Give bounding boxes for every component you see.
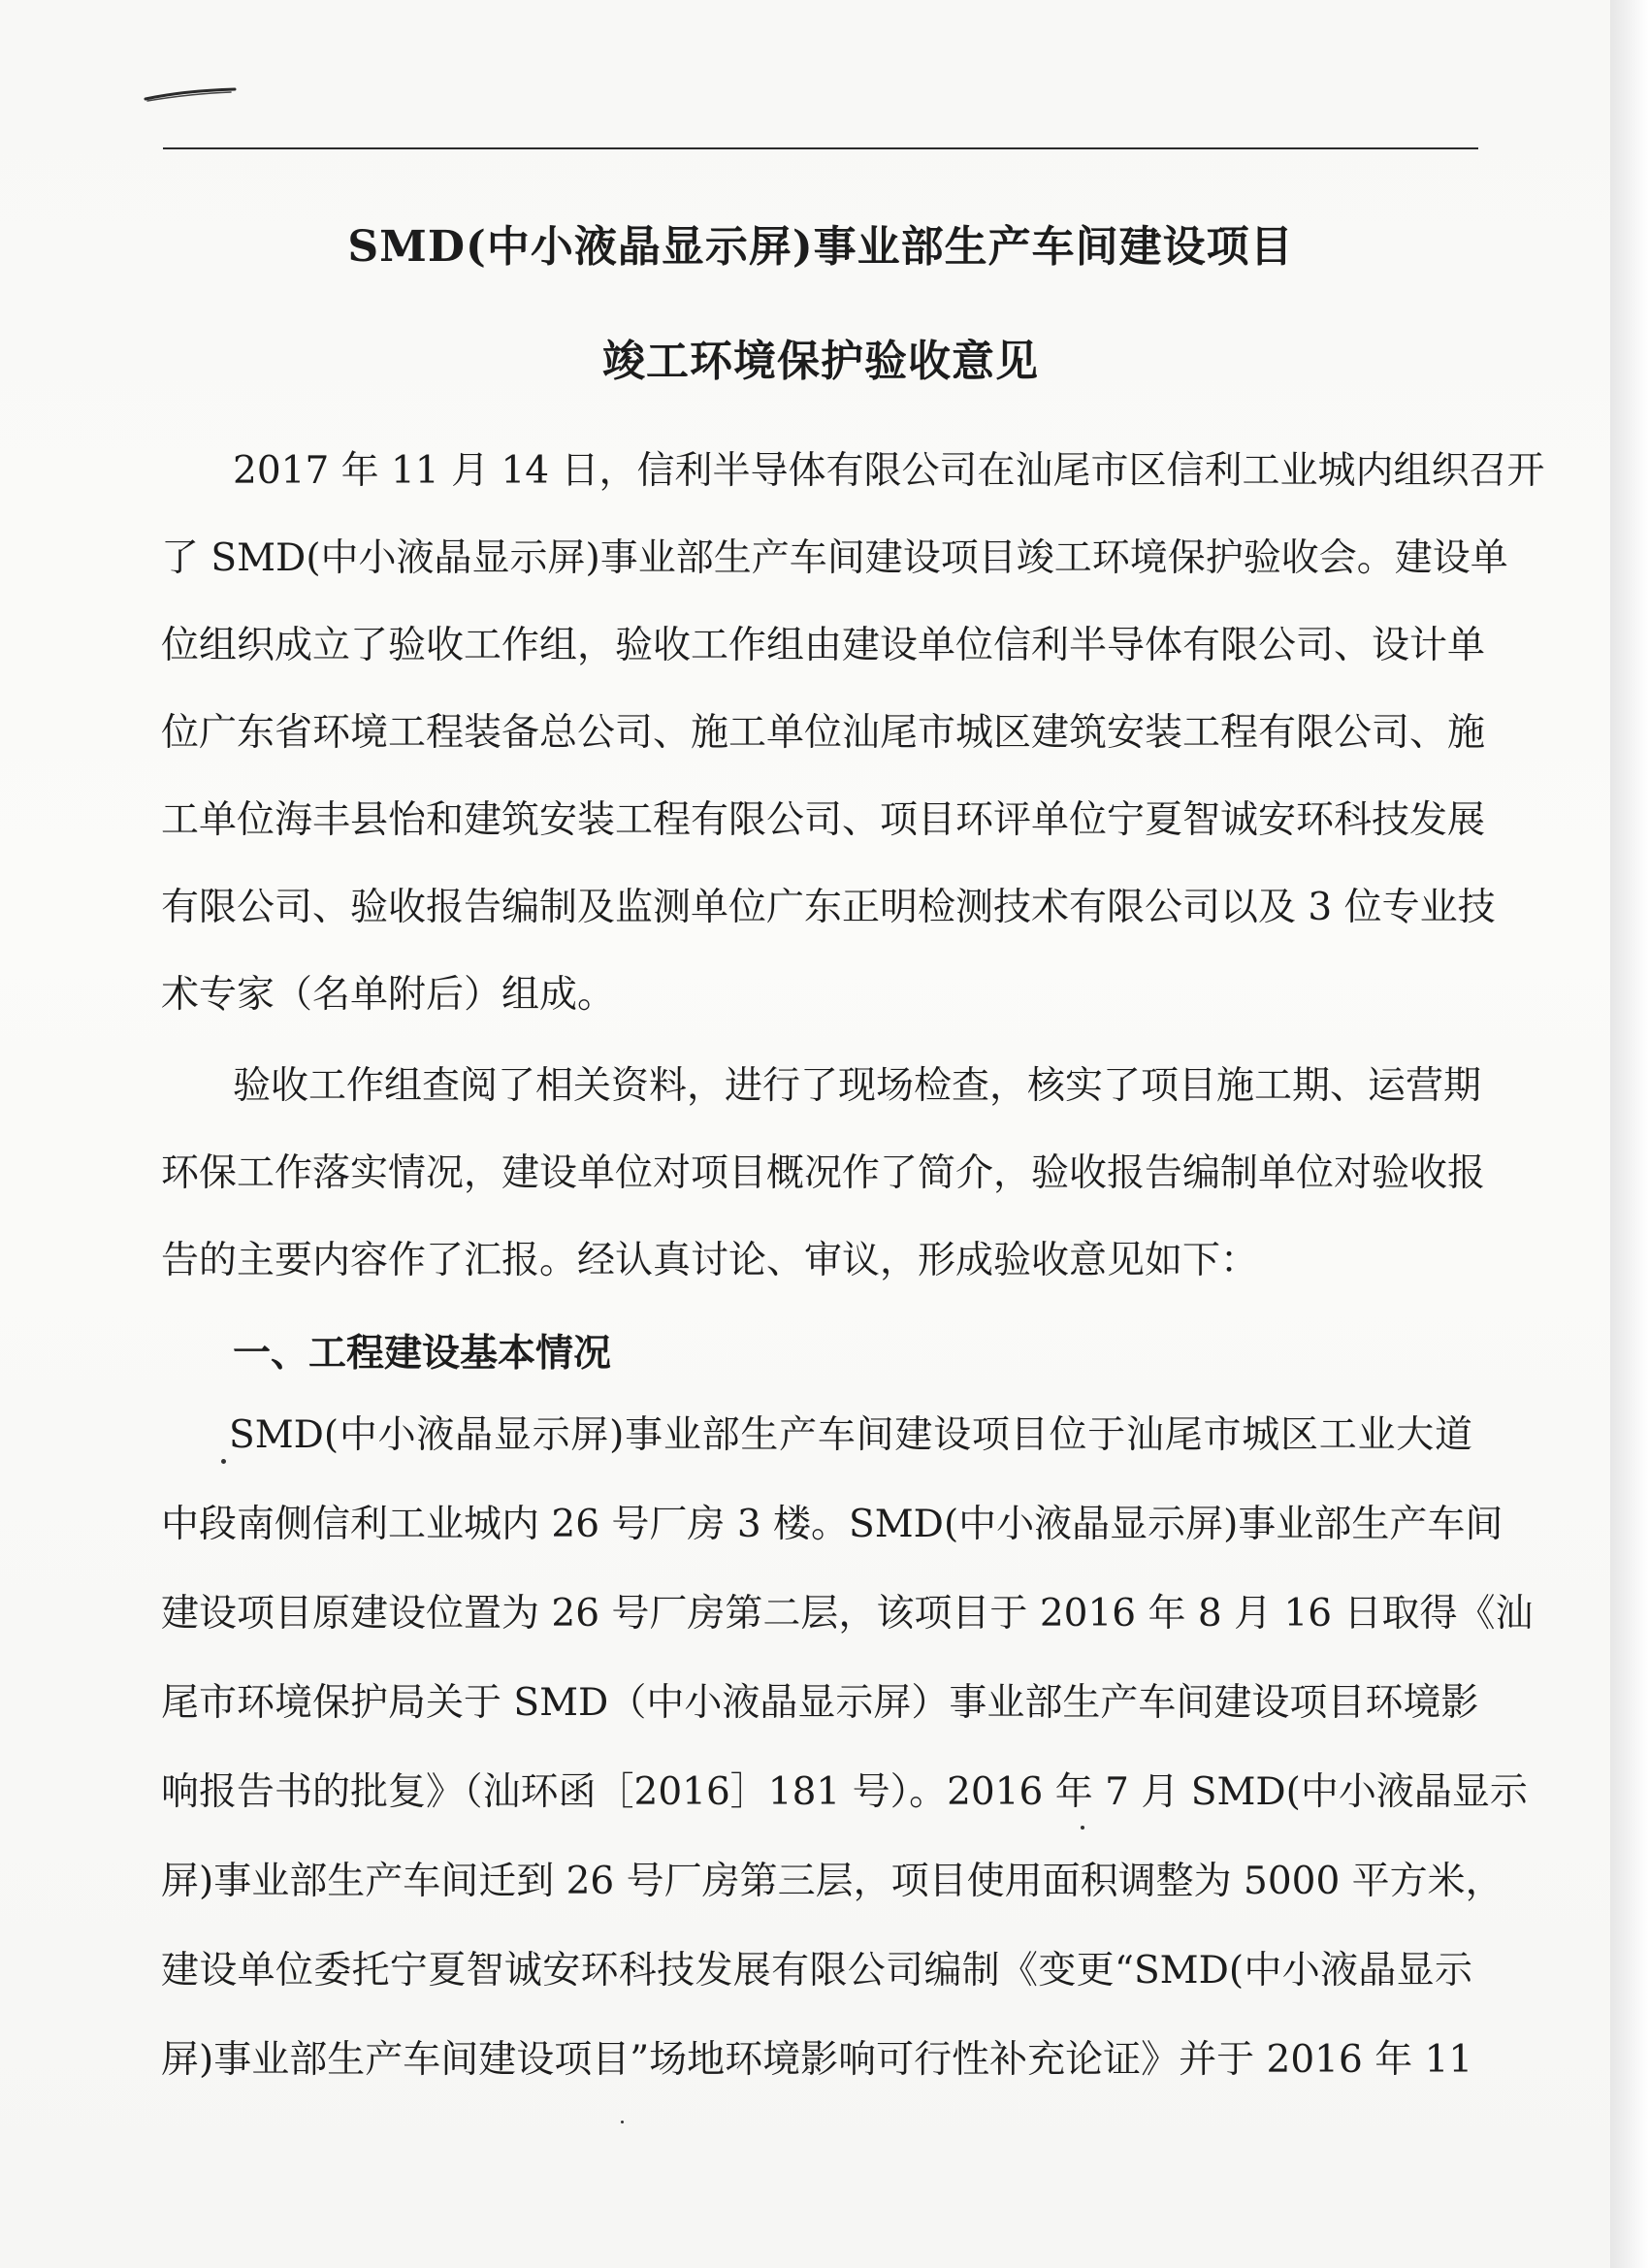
page-edge-shadow bbox=[1610, 0, 1649, 2268]
scan-speck bbox=[621, 2121, 624, 2123]
paragraph-3-line: SMD(中小液晶显示屏)事业部生产车间建设项目位于汕尾市城区工业大道 bbox=[229, 1413, 1472, 1457]
paragraph-2-line: 环保工作落实情况，建设单位对项目概况作了简介，验收报告编制单位对验收报 bbox=[161, 1151, 1486, 1195]
paragraph-1-line: 位广东省环境工程装备总公司、施工单位汕尾市城区建筑安装工程有限公司、施 bbox=[161, 711, 1486, 755]
scan-speck bbox=[221, 1459, 226, 1464]
document-subtitle: 竣工环境保护验收意见 bbox=[602, 337, 1039, 386]
paragraph-1-line: 工单位海丰县怡和建筑安装工程有限公司、项目环评单位宁夏智诚安环科技发展 bbox=[161, 798, 1486, 842]
paragraph-2-line: 告的主要内容作了汇报。经认真讨论、审议，形成验收意见如下： bbox=[161, 1239, 1259, 1282]
paragraph-3-line: 屏)事业部生产车间建设项目”场地环境影响可行性补充论证》并于 2016 年 11 bbox=[161, 2038, 1473, 2082]
paragraph-3-line: 尾市环境保护局关于 SMD（中小液晶显示屏）事业部生产车间建设项目环境影 bbox=[161, 1681, 1479, 1725]
paragraph-1-line: 位组织成立了验收工作组，验收工作组由建设单位信利半导体有限公司、设计单 bbox=[161, 624, 1486, 667]
header-rule bbox=[163, 147, 1478, 149]
paragraph-1-line: 有限公司、验收报告编制及监测单位广东正明检测技术有限公司以及 3 位专业技 bbox=[161, 886, 1496, 929]
scan-speck bbox=[1081, 1826, 1084, 1830]
paragraph-1-line: 2017 年 11 月 14 日，信利半导体有限公司在汕尾市区信利工业城内组织召开 bbox=[233, 449, 1545, 493]
paragraph-3-line: 建设单位委托宁夏智诚安环科技发展有限公司编制《变更“SMD(中小液晶显示 bbox=[161, 1949, 1472, 1993]
paragraph-1-line: 了 SMD(中小液晶显示屏)事业部生产车间建设项目竣工环境保护验收会。建设单 bbox=[161, 536, 1508, 580]
paragraph-3-line: 响报告书的批复》（汕环函［2016］181 号）。2016 年 7 月 SMD(中小液晶显示 bbox=[161, 1770, 1528, 1814]
paragraph-1-line: 术专家（名单附后）组成。 bbox=[161, 973, 616, 1017]
paragraph-3-line: 建设项目原建设位置为 26 号厂房第二层，该项目于 2016 年 8 月 16 日取得《汕 bbox=[161, 1592, 1534, 1636]
paragraph-3-line: 中段南侧信利工业城内 26 号厂房 3 楼。SMD(中小液晶显示屏)事业部生产车间 bbox=[161, 1503, 1504, 1546]
paragraph-3-line: 屏)事业部生产车间迁到 26 号厂房第三层，项目使用面积调整为 5000 平方米， bbox=[161, 1860, 1504, 1903]
paragraph-2-line: 验收工作组查阅了相关资料，进行了现场检查，核实了项目施工期、运营期 bbox=[233, 1064, 1482, 1108]
document-title: SMD(中小液晶显示屏)事业部生产车间建设项目 bbox=[347, 222, 1294, 272]
section-heading: 一、工程建设基本情况 bbox=[233, 1331, 612, 1376]
pen-mark bbox=[144, 87, 237, 103]
